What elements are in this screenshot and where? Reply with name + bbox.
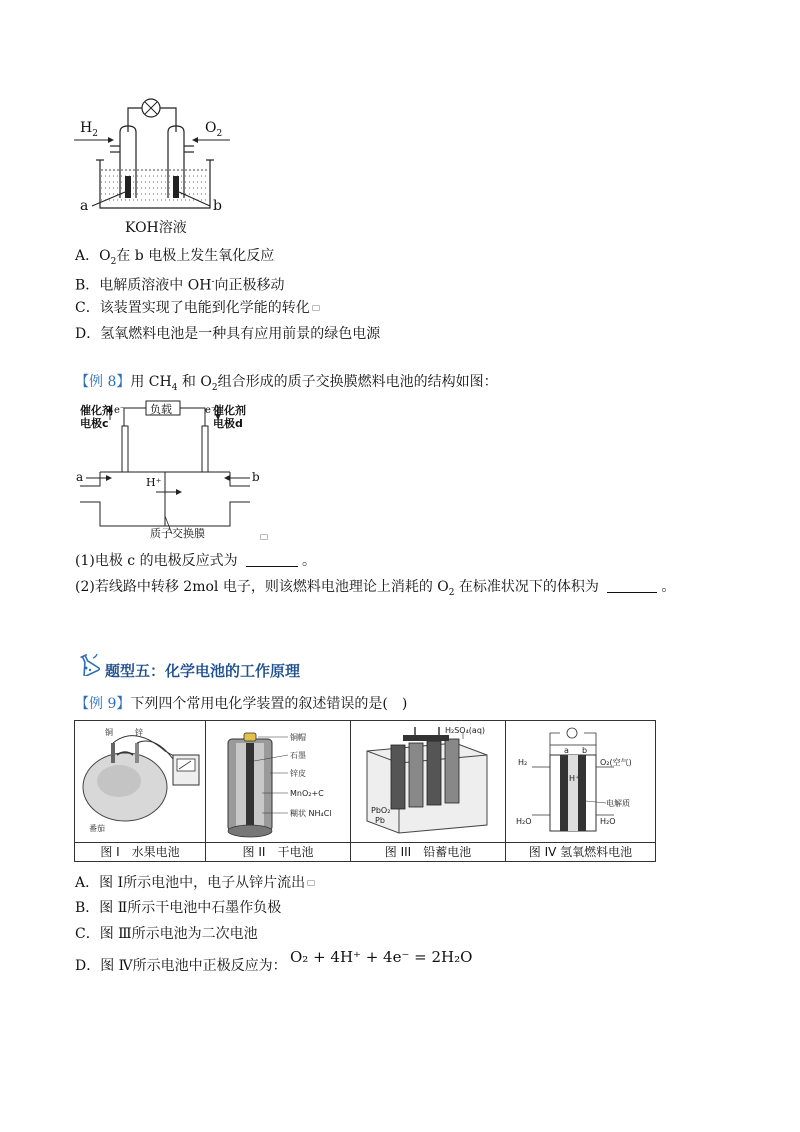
option-c: C．图 Ⅲ所示电池为二次电池 bbox=[75, 926, 258, 942]
edit-mark-icon bbox=[312, 305, 320, 311]
membrane-label: 质子交换膜 bbox=[150, 527, 205, 540]
fig1-label-zinc: 锌 bbox=[135, 728, 143, 737]
proton-label: H⁺ bbox=[146, 476, 162, 489]
fig3-label-acid: H₂SO₄(aq) bbox=[445, 726, 486, 735]
hydrogen-fuel-cell-figure bbox=[506, 721, 655, 842]
option-d: D．氢氧燃料电池是一种具有应用前景的绿色电源 bbox=[75, 326, 381, 342]
section-title: 题型五：化学电池的工作原理 bbox=[105, 662, 301, 680]
caption-fig3: 图 III 铅蓄电池 bbox=[351, 843, 506, 861]
answer-blank[interactable] bbox=[607, 578, 657, 593]
lead-acid-battery-figure bbox=[351, 721, 506, 842]
edit-mark-icon bbox=[260, 534, 268, 540]
fig2-label-nh4cl: 糊状 NH₄Cl bbox=[290, 809, 332, 818]
caption-fig1: 图 I 水果电池 bbox=[75, 843, 206, 861]
option-a: A．$O_2$在 b 电极上发生氧化反应 bbox=[75, 248, 275, 267]
fig4-label-o2: O₂(空气) bbox=[600, 758, 632, 767]
fruit-battery-figure bbox=[75, 721, 206, 842]
option-b: B．图 Ⅱ所示干电池中石墨作负极 bbox=[75, 900, 282, 916]
fuel-cell-diagram bbox=[70, 88, 240, 238]
example-8-question-2: (2)若线路中转移 2mol 电子，则该燃料电池理论上消耗的 $O_2$ 在标准状况下的体积为 。 bbox=[75, 579, 676, 598]
electrode-a-label: a bbox=[80, 198, 89, 214]
fig2-label-graphite: 石墨 bbox=[290, 751, 306, 760]
fig4-label-electrolyte: 电解质 bbox=[606, 799, 630, 808]
electrode-a bbox=[125, 176, 131, 198]
fig4-label-h2: H₂ bbox=[518, 758, 528, 767]
caption-row bbox=[75, 842, 655, 861]
flask-icon bbox=[76, 652, 100, 676]
option-c: C．该装置实现了电能到化学能的转化 bbox=[75, 298, 320, 318]
example-9-stem: 【例 9】下列四个常用电化学装置的叙述错误的是( ) bbox=[75, 696, 408, 712]
fig2-label-zinc: 锌皮 bbox=[290, 769, 306, 778]
h2-label: $H_2$ bbox=[80, 120, 98, 139]
device-figure-table bbox=[74, 720, 656, 862]
answer-blank[interactable] bbox=[246, 552, 298, 567]
caption-fig4: 图 IV 氢氧燃料电池 bbox=[528, 845, 633, 859]
fig4-label-water-left: H₂O bbox=[516, 817, 532, 826]
load-label: 负载 bbox=[150, 403, 172, 416]
electrode-b bbox=[173, 176, 179, 198]
dry-cell-figure bbox=[206, 721, 351, 842]
fig4-label-proton: H⁺ bbox=[569, 774, 580, 783]
option-a: A．图 Ⅰ所示电池中，电子从锌片流出 bbox=[75, 873, 315, 893]
caption-fig2: 图 II 干电池 bbox=[206, 843, 351, 861]
solution-label: KOH溶液 bbox=[125, 220, 187, 236]
inlet-b-label: b bbox=[252, 470, 260, 484]
o2-label: $O_2$ bbox=[205, 120, 223, 139]
example-tag: 【例 8】 bbox=[75, 374, 131, 390]
example-tag: 【例 9】 bbox=[75, 696, 131, 712]
fig4-label-water-right: H₂O bbox=[600, 817, 616, 826]
example-8-stem: 【例 8】用 $CH_4$ 和 $O_2$组合形成的质子交换膜燃料电池的结构如图： bbox=[75, 374, 498, 393]
electrode-b-label: b bbox=[213, 198, 222, 214]
fig2-label-cap: 铜帽 bbox=[290, 733, 306, 742]
fig4-label-b: b bbox=[582, 746, 588, 755]
electron-right-label: e⁻ bbox=[205, 405, 217, 416]
equation: O₂ + 4H⁺ + 4e⁻ = 2H₂O bbox=[290, 948, 473, 966]
catalyst-left-label: 催化剂 电极c bbox=[80, 404, 113, 430]
edit-mark-icon bbox=[307, 880, 315, 886]
fig2-label-mno2: MnO₂+C bbox=[290, 789, 324, 798]
option-b: B．电解质溶液中 OH-向正极移动 bbox=[75, 277, 285, 294]
inlet-a-label: a bbox=[76, 470, 84, 484]
fig3-label-pb: Pb bbox=[375, 816, 385, 825]
example-8-question-1: (1)电极 c 的电极反应式为 。 bbox=[75, 553, 317, 569]
option-d: D．图 Ⅳ所示电池中正极反应为： bbox=[75, 958, 287, 974]
fig1-label-copper: 铜 bbox=[105, 728, 113, 737]
fig4-label-a: a bbox=[564, 746, 569, 755]
fig3-label-pbo2: PbO₂ bbox=[371, 806, 391, 815]
electron-left-label: e⁻ bbox=[114, 405, 126, 416]
fig1-label-tomato: 番茄 bbox=[89, 824, 105, 833]
catalyst-right-label: 催化剂 电极d bbox=[213, 404, 246, 430]
